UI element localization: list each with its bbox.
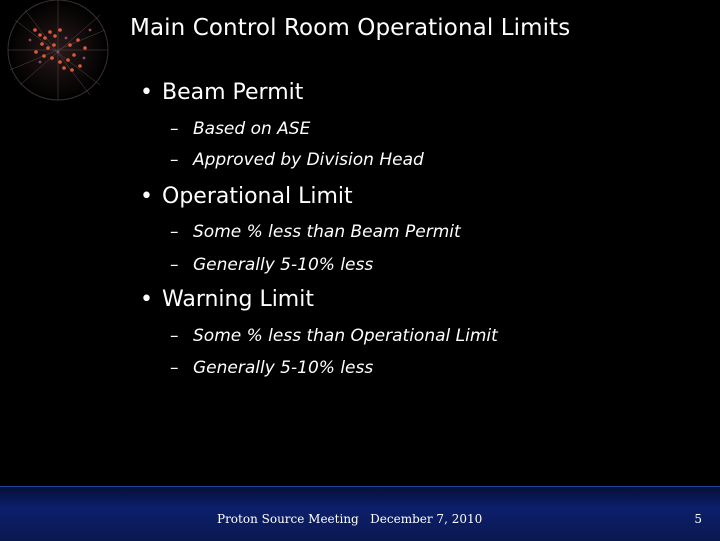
- dash-icon: –: [170, 222, 179, 242]
- page-number: 5: [694, 512, 702, 526]
- dash-icon: –: [170, 358, 179, 378]
- sub-bullet-label: Some % less than Beam Permit: [193, 222, 461, 242]
- sub-bullet-item: [170, 255, 373, 275]
- bullet-item: [140, 287, 314, 312]
- dash-icon: –: [170, 119, 179, 139]
- bullet-dot-icon: •: [140, 184, 153, 209]
- bullet-label: Operational Limit: [162, 184, 353, 209]
- bullet-item: [140, 80, 303, 105]
- bullet-label: Beam Permit: [162, 80, 304, 105]
- slide-title: Main Control Room Operational Limits: [130, 15, 571, 41]
- bullet-dot-icon: •: [140, 287, 153, 312]
- sub-bullet-item: [170, 119, 310, 139]
- sub-bullet-label: Approved by Division Head: [193, 150, 424, 170]
- dash-icon: –: [170, 255, 179, 275]
- footer-band: [0, 486, 720, 541]
- bullet-label: Warning Limit: [162, 287, 314, 312]
- sub-bullet-label: Generally 5-10% less: [193, 255, 374, 275]
- dash-icon: –: [170, 326, 179, 346]
- footer-text: Proton Source Meeting December 7, 2010: [217, 512, 483, 526]
- sub-bullet-item: [170, 326, 498, 346]
- bullet-item: [140, 184, 353, 209]
- sub-bullet-item: [170, 358, 373, 378]
- sub-bullet-label: Some % less than Operational Limit: [193, 326, 498, 346]
- bullet-dot-icon: •: [140, 80, 153, 105]
- sub-bullet-item: [170, 222, 461, 242]
- sub-bullet-label: Based on ASE: [193, 119, 311, 139]
- sub-bullet-label: Generally 5-10% less: [193, 358, 374, 378]
- dash-icon: –: [170, 150, 179, 170]
- sub-bullet-item: [170, 150, 424, 170]
